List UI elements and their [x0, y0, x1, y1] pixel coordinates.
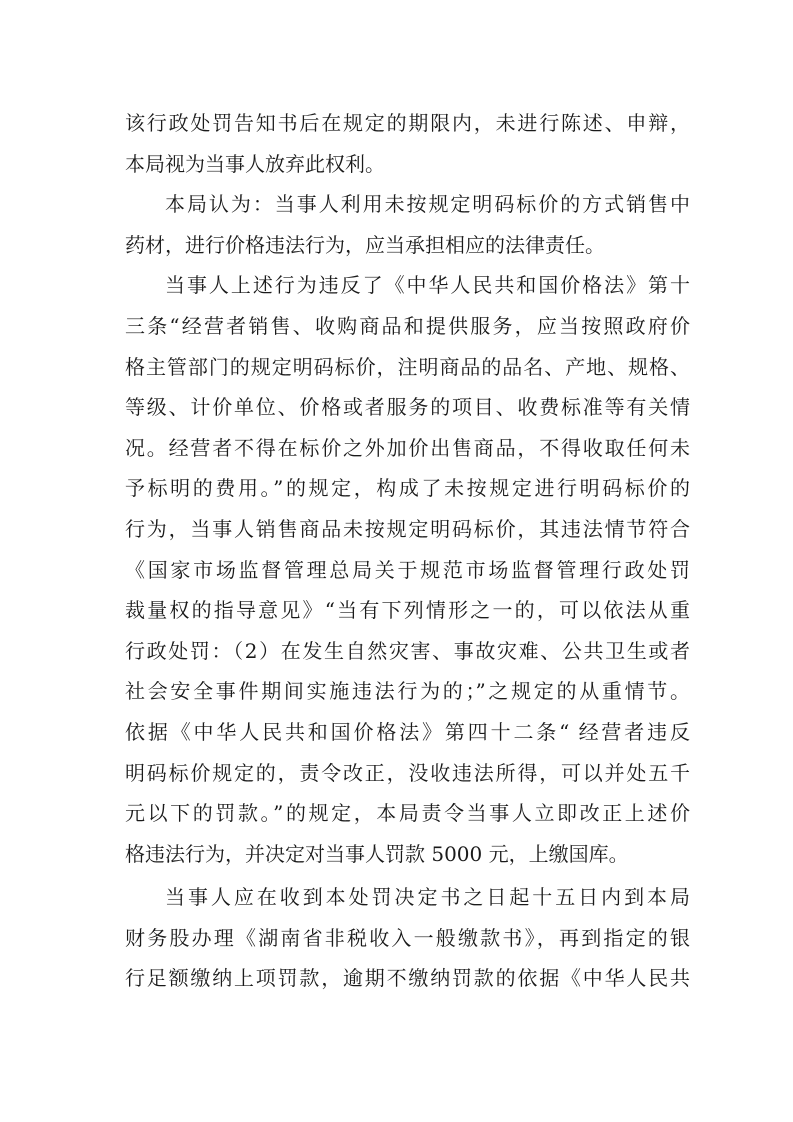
document-body [125, 103, 690, 999]
text-line: 行政处罚：（2）在发生自然灾害、事故灾难、公共卫生或者 [125, 638, 690, 663]
text-line: 依据《中华人民共和国价格法》第四十二条“ 经营者违反 [125, 719, 690, 744]
text-line: 当事人上述行为违反了《中华人民共和国价格法》第十 [165, 273, 690, 298]
text-line: 格主管部门的规定明码标价，注明商品的品名、产地、规格、 [125, 354, 690, 379]
text-line: 《国家市场监督管理总局关于规范市场监督管理行政处罚 [125, 557, 690, 582]
text-line: 该行政处罚告知书后在规定的期限内，未进行陈述、申辩， [125, 111, 690, 135]
text-line: 予标明的费用。”的规定，构成了未按规定进行明码标价的 [125, 476, 690, 501]
text-line: 裁量权的指导意见》“当有下列情形之一的，可以依法从重 [125, 598, 690, 623]
text-line: 本局认为：当事人利用未按规定明码标价的方式销售中 [165, 192, 690, 217]
text-line: 明码标价规定的，责令改正，没收违法所得，可以并处五千 [125, 760, 690, 785]
text-line: 药材，进行价格违法行为，应当承担相应的法律责任。 [125, 232, 605, 257]
text-line: 社会安全事件期间实施违法行为的；”之规定的从重情节。 [125, 679, 690, 704]
text-line: 本局视为当事人放弃此权利。 [125, 151, 385, 176]
text-line: 行为，当事人销售商品未按规定明码标价，其违法情节符合 [125, 516, 690, 541]
text-line: 财务股办理《湖南省非税收入一般缴款书》，再到指定的银 [125, 925, 690, 950]
text-line: 况。经营者不得在标价之外加价出售商品，不得收取任何未 [125, 435, 690, 460]
text-line: 格违法行为，并决定对当事人罚款 5000 元，上缴国库。 [125, 841, 629, 866]
text-line: 行足额缴纳上项罚款，逾期不缴纳罚款的依据《中华人民共 [125, 966, 690, 991]
text-line: 三条“经营者销售、收购商品和提供服务，应当按照政府价 [125, 313, 690, 338]
text-line: 等级、计价单位、价格或者服务的项目、收费标准等有关情 [125, 395, 690, 420]
text-line: 元以下的罚款。”的规定，本局责令当事人立即改正上述价 [125, 801, 690, 826]
text-line: 当事人应在收到本处罚决定书之日起十五日内到本局 [165, 885, 690, 910]
